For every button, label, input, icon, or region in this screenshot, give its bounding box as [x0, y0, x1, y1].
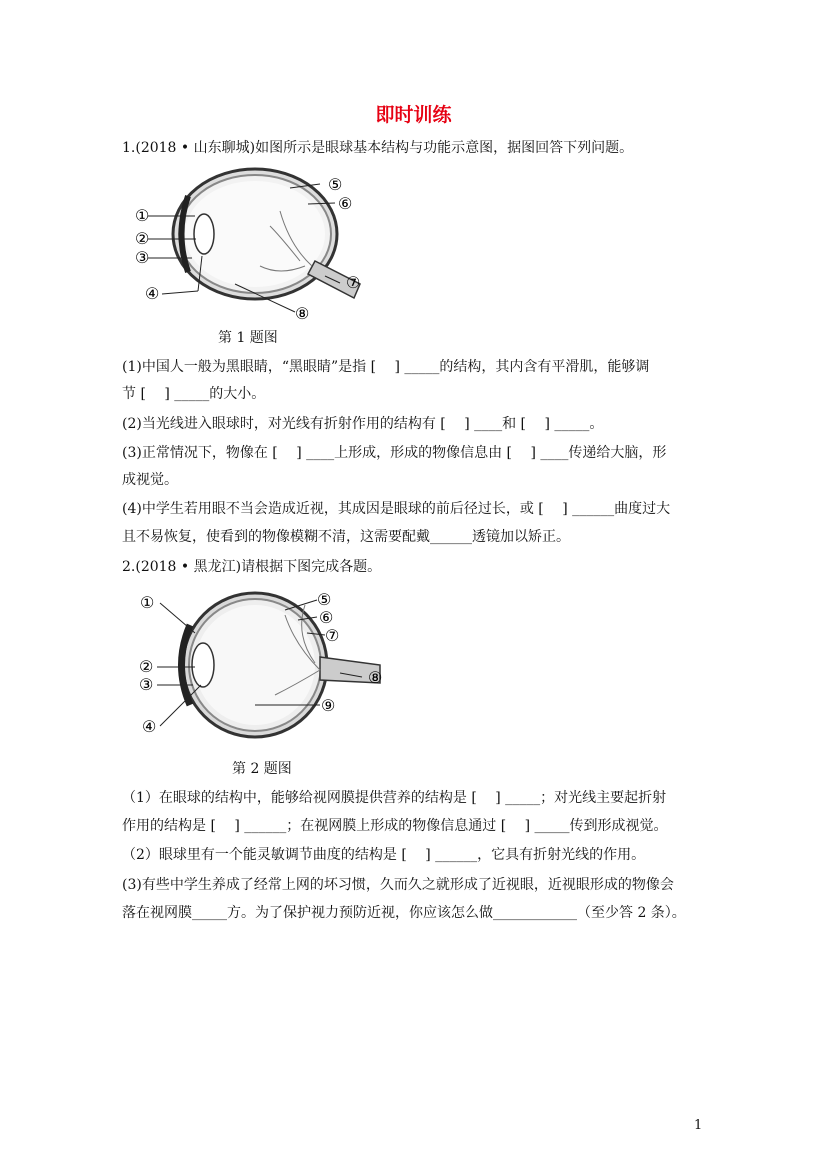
- q1-line-4: (3)正常情况下，物像在 [ ] ____上形成，形成的物像信息由 [ ] ____传递给大脑，形: [122, 445, 667, 461]
- q2-line-3: （2）眼球里有一个能灵敏调节曲度的结构是 [ ] ______，它具有折射光线的作用。: [122, 847, 646, 863]
- page-title: 即时训练: [375, 104, 452, 126]
- q2-label-4: ④: [142, 717, 157, 736]
- q2-label-2: ②: [139, 657, 154, 676]
- q2-label-8: ⑧: [368, 668, 383, 687]
- q2-stem: 2.(2018 • 黑龙江)请根据下图完成各题。: [122, 559, 382, 575]
- q2-eye-diagram: [135, 585, 395, 755]
- q1-label-6: ⑥: [338, 194, 353, 213]
- q1-line-1: (1)中国人一般为黑眼睛，“黑眼睛”是指 [ ] _____的结构，其内含有平滑肌，能够调: [122, 359, 650, 375]
- q1-line-3: (2)当光线进入眼球时，对光线有折射作用的结构有 [ ] ____和 [ ] _____。: [122, 416, 604, 432]
- q1-label-8: ⑧: [295, 304, 310, 323]
- q1-label-1: ①: [135, 206, 150, 225]
- q1-stem: 1.(2018 • 山东聊城)如图所示是眼球基本结构与功能示意图，据图回答下列问题。: [122, 140, 634, 156]
- q2-line-2: 作用的结构是 [ ] ______；在视网膜上形成的物像信息通过 [ ] _____传到形成视觉。: [122, 818, 668, 834]
- q2-line-1: （1）在眼球的结构中，能够给视网膜提供营养的结构是 [ ] _____；对光线主要起折射: [122, 790, 667, 806]
- q1-line-7: 且不易恢复，使看到的物像模糊不清，这需要配戴______透镜加以矫正。: [122, 529, 570, 545]
- q1-line-6: (4)中学生若用眼不当会造成近视，其成因是眼球的前后径过长，或 [ ] ______曲度过大: [122, 501, 671, 517]
- q2-label-6: ⑥: [319, 608, 334, 627]
- q2-label-5: ⑤: [317, 590, 332, 609]
- q2-label-3: ③: [139, 675, 154, 694]
- q1-label-3: ③: [135, 248, 150, 267]
- q1-label-2: ②: [135, 229, 150, 248]
- q1-eye-diagram: [130, 166, 370, 326]
- q1-label-5: ⑤: [328, 175, 343, 194]
- q1-line-2: 节 [ ] _____的大小。: [122, 386, 266, 402]
- q2-label-7: ⑦: [325, 626, 340, 645]
- q2-line-4: (3)有些中学生养成了经常上网的坏习惯，久而久之就形成了近视眼，近视眼形成的物像会: [122, 877, 674, 893]
- q2-line-5: 落在视网膜_____方。为了保护视力预防近视，你应该怎么做____________（至少答 2 条）。: [122, 905, 686, 921]
- q2-label-9: ⑨: [321, 696, 336, 715]
- q1-caption: 第 1 题图: [218, 330, 278, 346]
- q1-line-5: 成视觉。: [122, 472, 178, 488]
- q2-label-1: ①: [140, 593, 155, 612]
- page-number: 1: [694, 1118, 703, 1133]
- q1-label-4: ④: [145, 284, 160, 303]
- q2-caption: 第 2 题图: [232, 761, 292, 777]
- q1-label-7: ⑦: [346, 273, 361, 292]
